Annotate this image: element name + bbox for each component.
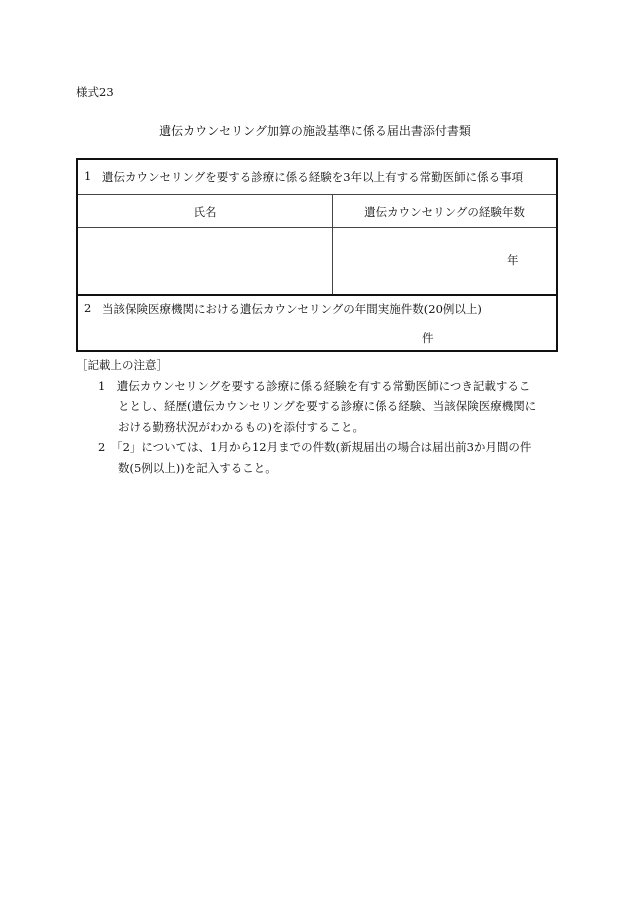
note-1-line-3: おける勤務状況がわかるもの)を添付すること。 xyxy=(118,419,364,434)
years-unit: 年 xyxy=(507,253,519,267)
column-header-years: 遺伝カウンセリングの経験年数 xyxy=(364,205,525,219)
count-unit: 件 xyxy=(422,331,434,345)
section2-heading: 当該保険医療機関における遺伝カウンセリングの年間実施件数(20例以上) xyxy=(102,302,482,316)
note-1-line-1: 1 遺伝カウンセリングを要する診療に係る経験を有する常勤医師につき記載するこ xyxy=(98,378,531,393)
section2-number: 2 xyxy=(84,301,92,315)
note-2-line-2: 数(5例以上))を記入すること。 xyxy=(118,460,277,475)
section2-row xyxy=(78,296,556,350)
section1-number: 1 xyxy=(84,169,92,183)
column-header-name: 氏名 xyxy=(193,205,217,219)
section1-heading: 遺伝カウンセリングを要する診療に係る経験を3年以上有する常勤医師に係る事項 xyxy=(102,170,524,184)
doctor-row xyxy=(78,228,556,296)
name-field[interactable] xyxy=(82,232,328,290)
note-1-line-2: ととし、経歴(遺伝カウンセリングを要する診療に係る経験、当該保険医療機関に xyxy=(118,399,537,413)
notes-section xyxy=(76,355,536,478)
application-table xyxy=(76,158,558,352)
column-header-row xyxy=(78,195,556,228)
section1-header-row xyxy=(78,160,556,195)
notes-heading: ［記載上の注意］ xyxy=(76,358,168,372)
note-2-line-1: 2 「2」については、1月から12月までの件数(新規届出の場合は届出前3か月間の件 xyxy=(98,440,532,454)
document-title: 遺伝カウンセリング加算の施設基準に係る届出書添付書類 xyxy=(159,124,471,138)
form-number: 様式23 xyxy=(76,85,114,99)
column-divider xyxy=(332,195,333,294)
